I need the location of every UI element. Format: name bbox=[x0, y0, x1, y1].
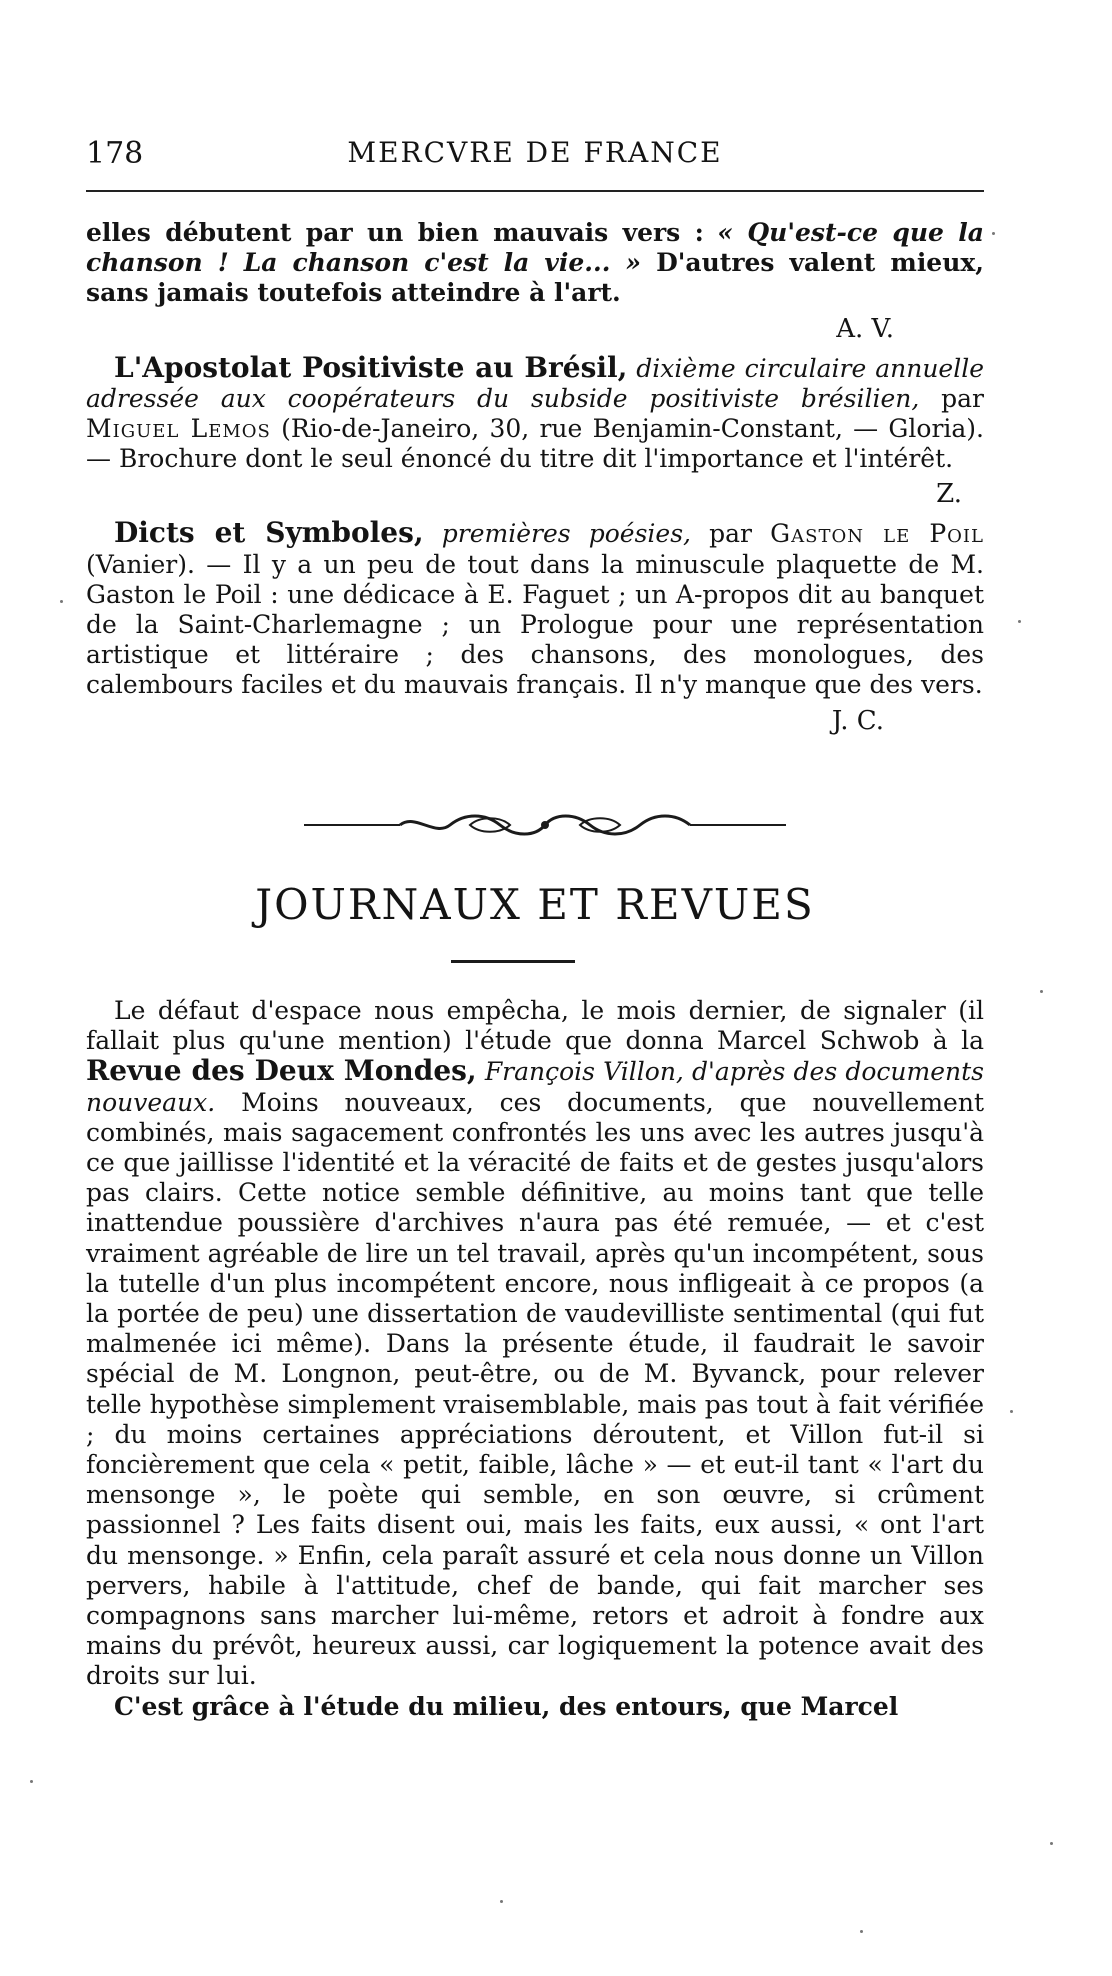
signature-z: Z. bbox=[936, 479, 962, 510]
speckle bbox=[500, 1900, 503, 1903]
section-title: JOURNAUX ET REVUES bbox=[255, 880, 815, 929]
speckle bbox=[1040, 990, 1043, 993]
running-title: MERCVRE DE FRANCE bbox=[347, 136, 723, 169]
review-3-author: Gaston le Poil bbox=[770, 519, 984, 549]
review-3-text: (Vanier). — Il y a un peu de tout dans la minuscule plaquette de M. Gaston le Poil : une dédicace à E. Faguet ; un A-propos dit au banquet de la Saint-Charlemagne ; un Prologue pour une représentation artistique et littéraire ; des chansons, des monologues, des calembours faciles et du mauvais français. Il n'y manque que des vers. bbox=[86, 549, 984, 700]
revue-deux-mondes: Revue des Deux Mondes, bbox=[86, 1054, 477, 1088]
header-rule bbox=[86, 190, 984, 192]
journaux-paragraph-1 bbox=[86, 996, 984, 1692]
review-1-text-a: elles débutent par un bien mauvais vers : bbox=[86, 218, 704, 247]
speckle bbox=[30, 1780, 33, 1783]
page-header bbox=[86, 136, 984, 180]
section-rule bbox=[451, 960, 575, 963]
journaux-block bbox=[86, 996, 984, 1722]
villon-work-title: François Villon, d'après des documents nouveaux. bbox=[86, 1057, 984, 1117]
journaux-p1-b: Moins nouveaux, ces documents, que nouvellement combinés, mais sagacement confrontés les uns avec les autres jusqu'à ce que jaillisse l'identité et la véracité de faits et de gestes jusqu'alors pas clairs. Cette notice semble définitive, au moins tant que telle inattendue poussière d'archives n'aura pas été remuée, — et c'est vraiment agréable de lire un tel travail, après qu'un incompétent, sous la tutelle d'un plus incompétent encore, nous infligeait à ce propos (a la portée de peu) une dissertation de vaudevilliste sentimental (qui fut malmenée ici même). Dans la présente étude, il faudrait le savoir spécial de M. Longnon, peut-être, ou de M. Byvanck, pour relever telle hypothèse simplement vraisemblable, mais pas tout à fait vérifiée ; du moins certaines appréciations déroutent, et Villon fut-il si foncièrement que cela « petit, faible, lâche » — et eut-il tant « l'art du mensonge », le poète qui semble, en son œuvre, si crûment passionnel ? Les faits disent oui, mais les faits, eux aussi, « ont l'art du mensonge. » Enfin, cela paraît assuré et cela nous donne un Villon pervers, habile à l'attitude, chef de bande, qui fait marcher ses compagnons sans marcher lui-même, retors et adroit à fondre aux mains du prévôt, heureux aussi, car logiquement la potence avait des droits sur lui. bbox=[86, 1087, 984, 1691]
speckle bbox=[860, 1930, 863, 1933]
review-2 bbox=[86, 350, 985, 475]
review-1-tail bbox=[86, 218, 984, 309]
signature-av: A. V. bbox=[836, 313, 894, 344]
signature-jc: J. C. bbox=[831, 705, 884, 736]
review-1-quote: « Qu'est-ce que la chanson ! La chanson c'est la vie... » bbox=[86, 218, 984, 278]
review-2-text: (Rio-de-Janeiro, 30, rue Benjamin-Constant, — Gloria). — Brochure dont le seul énoncé du titre dit l'importance et l'intérêt. bbox=[86, 414, 984, 474]
review-2-author: Miguel Lemos bbox=[86, 414, 271, 444]
reviews-block bbox=[86, 218, 984, 745]
speckle bbox=[1050, 1842, 1053, 1845]
speckle bbox=[1010, 1410, 1013, 1413]
journaux-paragraph-2: C'est grâce à l'étude du milieu, des entours, que Marcel bbox=[114, 1691, 899, 1721]
review-2-subtitle: dixième circulaire annuelle adressée aux coopérateurs du subside positiviste brésilien, bbox=[86, 353, 985, 413]
speckle bbox=[1018, 620, 1021, 623]
review-3-by: par bbox=[691, 519, 771, 549]
journaux-p1-a: Le défaut d'espace nous empêcha, le mois dernier, de signaler (il fallait plus qu'une mention) l'étude que donna Marcel Schwob à la bbox=[86, 996, 984, 1056]
ornament-divider bbox=[300, 810, 790, 840]
speckle bbox=[992, 232, 995, 235]
review-2-by: par bbox=[919, 383, 984, 413]
page-number: 178 bbox=[86, 136, 144, 171]
review-1-text-b: D'autres valent mieux, sans jamais toutefois atteindre à l'art. bbox=[86, 248, 985, 308]
review-3 bbox=[86, 518, 984, 700]
speckle bbox=[60, 600, 63, 603]
review-2-title: L'Apostolat Positiviste au Brésil, bbox=[114, 350, 628, 384]
review-3-title: Dicts et Symboles, bbox=[114, 516, 424, 550]
review-3-subtitle: premières poésies, bbox=[423, 519, 691, 549]
